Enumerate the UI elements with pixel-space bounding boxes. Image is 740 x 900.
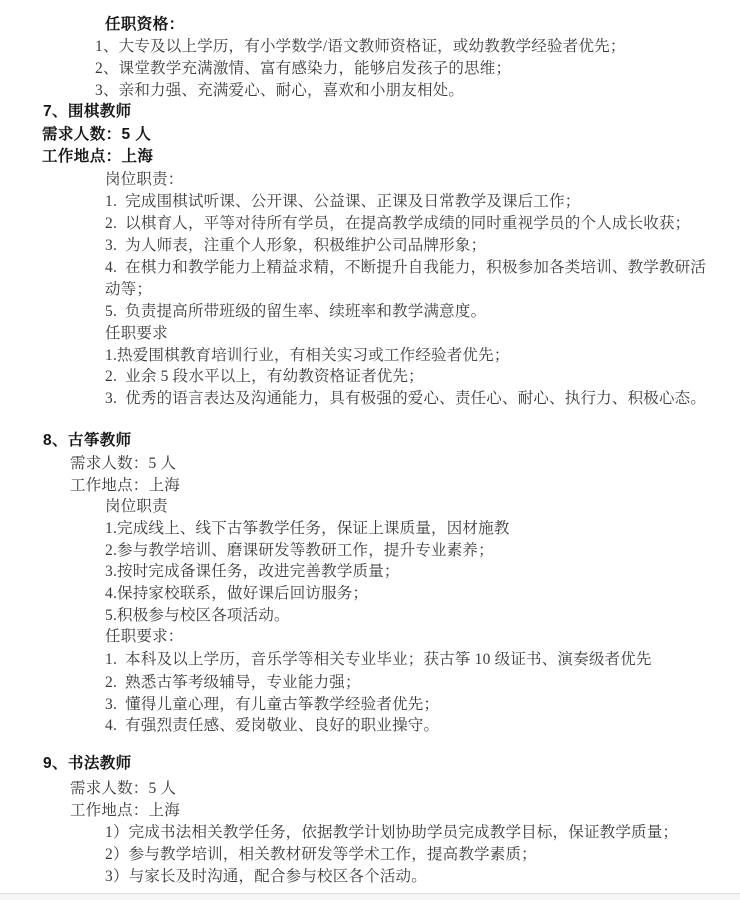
duty-line: 2.参与教学培训、磨课研发等教研工作，提升专业素养；: [105, 542, 494, 559]
qualification-item: 2、课堂教学充满激情、富有感染力，能够启发孩子的思维；: [95, 60, 512, 77]
duties-heading: 岗位职责: [105, 498, 168, 515]
section-7-location: 工作地点：上海: [42, 148, 154, 165]
qualification-item: 1、大专及以上学历，有小学数学/语文教师资格证，或幼教教学经验者优先；: [95, 38, 626, 55]
duty-line: 3）与家长及时沟通，配合参与校区各个活动。: [105, 868, 427, 885]
duties-heading: 岗位职责：: [105, 171, 184, 188]
requirement-line: 3. 优秀的语言表达及沟通能力，具有极强的爱心、责任心、耐心、执行力、积极心态。: [105, 390, 707, 407]
duty-line: 2）参与教学培训，相关教材研发等学术工作，提高教学素质；: [105, 846, 537, 863]
requirement-line: 2. 业余 5 段水平以上，有幼教资格证者优先；: [105, 368, 424, 385]
section-9-location: 工作地点：上海: [70, 802, 180, 819]
requirement-line: 2. 熟悉古筝考级辅导，专业能力强；: [105, 674, 361, 691]
section-8-location: 工作地点：上海: [70, 477, 180, 494]
duty-line: 4.保持家校联系，做好课后回访服务；: [105, 585, 369, 602]
duty-line: 3. 为人师表，注重个人形象，积极维护公司品牌形象；: [105, 237, 487, 254]
duty-line: 4. 在棋力和教学能力上精益求精，不断提升自我能力，积极参加各类培训、教学教研活: [105, 259, 707, 276]
requirements-heading: 任职要求: [105, 325, 168, 342]
section-7-headcount: 需求人数：5 人: [42, 126, 152, 143]
duty-line: 5. 负责提高所带班级的留生率、续班率和教学满意度。: [105, 303, 487, 320]
requirement-line: 3. 懂得儿童心理，有儿童古筝教学经验者优先；: [105, 696, 440, 713]
section-9-headcount: 需求人数：5 人: [70, 780, 177, 797]
duty-line: 5.积极参与校区各项活动。: [105, 607, 290, 624]
duty-line: 1. 完成围棋试听课、公开课、公益课、正课及日常教学及课后工作；: [105, 193, 581, 210]
section-8-headcount: 需求人数：5 人: [70, 455, 177, 472]
qualifications-heading: 任职资格：: [105, 16, 185, 33]
duty-line: 2. 以棋育人，平等对待所有学员，在提高教学成绩的同时重视学员的个人成长收获；: [105, 215, 691, 232]
duty-line: 1）完成书法相关教学任务，依据教学计划协助学员完成教学目标，保证教学质量；: [105, 824, 679, 841]
requirement-line: 1. 本科及以上学历，音乐学等相关专业毕业；获古筝 10 级证书、演奏级者优先: [105, 651, 652, 668]
requirement-line: 1.热爱围棋教育培训行业，有相关实习或工作经验者优先；: [105, 347, 510, 364]
qualification-item: 3、亲和力强、充满爱心、耐心，喜欢和小朋友相处。: [95, 82, 465, 99]
duty-line: 3.按时完成备课任务，改进完善教学质量；: [105, 563, 400, 580]
section-9-title: 9、书法教师: [43, 755, 132, 772]
section-7-title: 7、围棋教师: [43, 103, 132, 120]
duty-line-wrap: 动等；: [105, 281, 153, 298]
section-8-title: 8、古筝教师: [43, 432, 132, 449]
duty-line: 1.完成线上、线下古筝教学任务，保证上课质量，因材施教: [105, 520, 510, 537]
requirement-line: 4. 有强烈责任感、爱岗敬业、良好的职业操守。: [105, 717, 440, 734]
requirements-heading: 任职要求：: [105, 628, 184, 645]
